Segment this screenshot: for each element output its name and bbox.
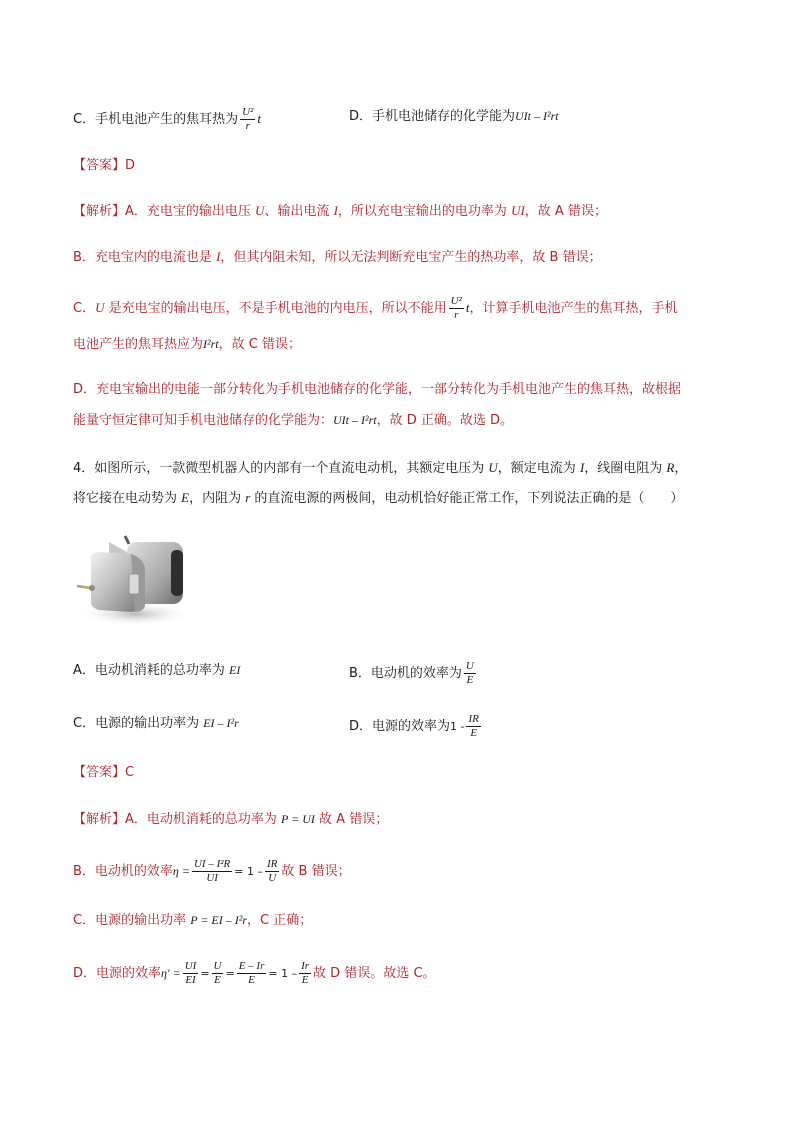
q3-analysis-c2: 电池产生的焦耳热应为I²rt，故 C 错误； <box>73 337 301 352</box>
fraction: $\frac{UI}{EI}$ <box>184 960 197 986</box>
q3-option-c: C．手机电池产生的焦耳热为 $\frac{\text{U²}}{r}$ t <box>73 106 261 132</box>
fraction: $\frac{\text{UI – I²R}}{UI}$ <box>193 858 231 884</box>
q4-option-c: C．电源的输出功率为 EI – I²r <box>73 716 239 731</box>
q4-analysis-c: C．电源的输出功率 P = EI – I²r，C 正确； <box>73 913 313 928</box>
q4-option-b: B．电动机的效率为 $\frac{U}{E}$ <box>349 660 474 686</box>
q3-analysis-c1: C．U 是充电宝的输出电压，不是手机电池的内电压，所以不能用 $\frac{\text{U²}}{r}$ t，计算手机电池产生的焦耳热，手机 <box>73 295 678 321</box>
fraction: $\frac{Ir}{E}$ <box>301 960 310 986</box>
q3-analysis-d1: D．充电宝输出的电能一部分转化为手机电池储存的化学能，一部分转化为手机电池产生的焦耳热，故根据 <box>73 382 682 397</box>
q3-analysis-b: B．充电宝内的电流也是 I，但其内阻未知，所以无法判断充电宝产生的热功率，故 B 错误； <box>73 249 602 265</box>
q4-stem-line1: 4．如图所示，一款微型机器人的内部有一个直流电动机，其额定电压为 U，额定电流为 I，线圈电阻为 R， <box>73 460 688 476</box>
q3-analysis-a: 【解析】A．充电宝的输出电压 U、输出电流 I，所以充电宝输出的电功率为 UI，故 A 错误； <box>73 203 607 219</box>
fraction: $\frac{IR}{U}$ <box>267 858 278 884</box>
fraction: $\frac{\text{U²}}{r}$ <box>242 106 254 132</box>
q4-option-a: A．电动机消耗的总功率为 EI <box>73 663 241 678</box>
q3-answer: 【答案】D <box>73 158 136 173</box>
fraction: $\frac{U}{E}$ <box>213 960 222 986</box>
q4-option-d: D．电源的效率为1 - $\frac{IR}{E}$ <box>349 713 479 739</box>
q4-analysis-a: 【解析】A．电动机消耗的总功率为 P = UI 故 A 错误； <box>73 812 389 827</box>
q4-analysis-b: B．电动机的效率η = $\frac{\text{UI – I²R}}{UI}$ = 1 – $\frac{IR}{U}$ 故 B 错误； <box>73 858 351 884</box>
q4-answer: 【答案】C <box>73 765 135 780</box>
fraction: $\frac{IR}{E}$ <box>468 713 479 739</box>
q4-stem-line2: 将它接在电动势为 E，内阻为 r 的直流电源的两极间，电动机恰好能正常工作，下列说法正确的是（ ） <box>73 490 684 506</box>
fraction: $\frac{E - Ir}{E}$ <box>238 960 265 986</box>
q3-analysis-d2: 能量守恒定律可知手机电池储存的化学能为：UIt – I²rt，故 D 正确。故选 D。 <box>73 413 514 428</box>
q3-option-d: D．手机电池储存的化学能为UIt – I²rt <box>349 109 559 124</box>
q4-analysis-d: D．电源的效率η′ = $\frac{UI}{EI}$ = $\frac{U}{E}$ = $\frac{E - Ir}{E}$ = 1 – $\frac{Ir}{E}$ 故 D 错误。故选 C。 <box>73 960 436 986</box>
fraction: $\frac{U}{E}$ <box>465 660 474 686</box>
fraction: $\frac{\text{U²}}{r}$ <box>450 295 462 321</box>
dc-motor-image <box>73 532 195 628</box>
